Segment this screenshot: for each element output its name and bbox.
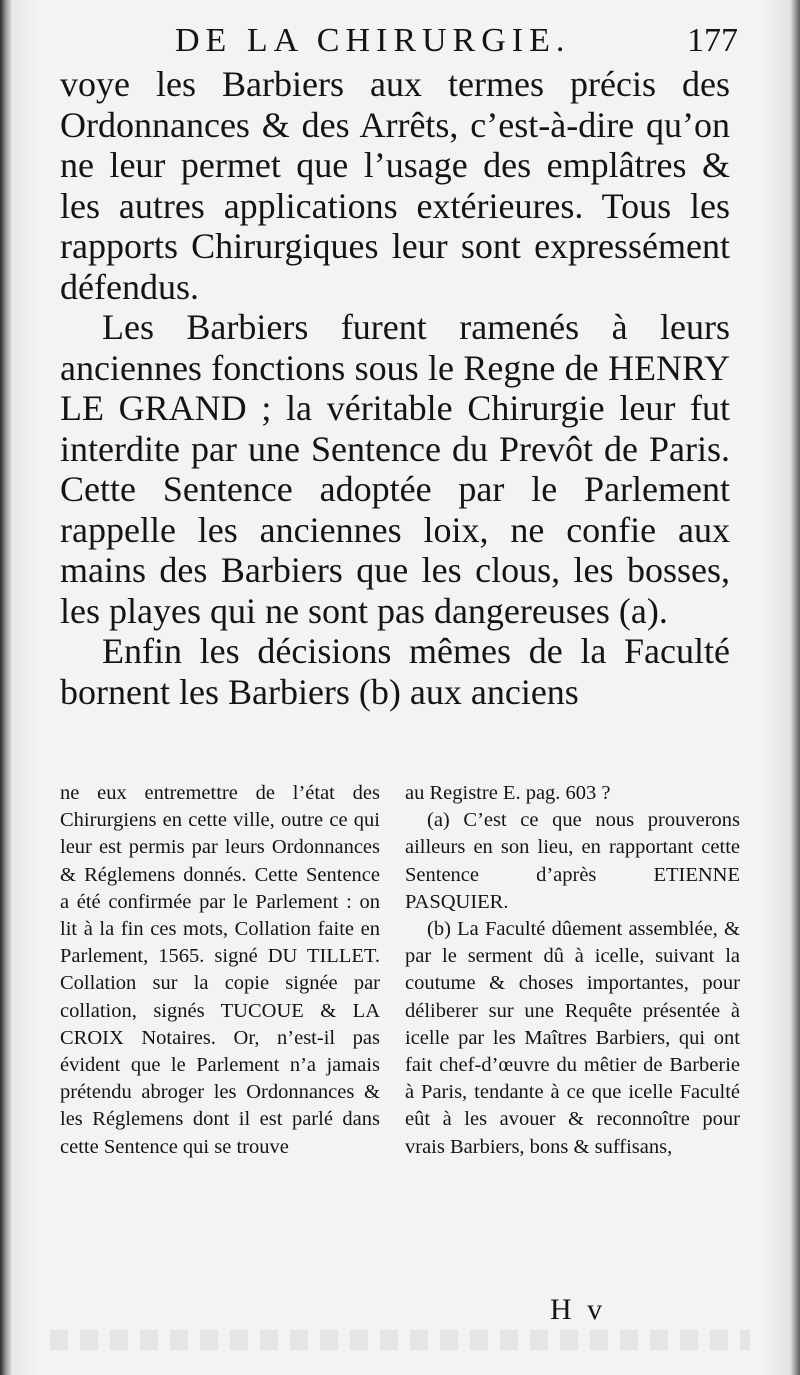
footnote-b: (b) La Faculté dûement assemblée, & par le serment dû à icelle, suivant la coutume & choses importantes, pour déliberer sur une Requête présentée à icelle par les Maîtres Barbiers, qui ont fait chef-d’œuvre du mêtier de Barberie à Paris, tendante à ce que icelle Faculté eût à les avouer & reconnoître pour vrais Barbiers, bons & suffisans, (405, 918, 740, 1158)
page-header (60, 22, 740, 66)
paragraph-1: voye les Barbiers aux termes précis des Ordonnances & des Arrêts, c’est-à-dire qu’on ne leur permet que l’usage des emplâtres & les autres applications extérieures. Tous les rapports Chirurgiques leur sont expressément défendus. (60, 64, 730, 307)
paragraph-3: Enfin les décisions mêmes de la Faculté bornent les Barbiers (b) aux anciens (60, 631, 730, 712)
page-number: 177 (687, 22, 738, 59)
footnote-a: (a) C’est ce que nous prouverons ailleurs en son lieu, en rapportant cette Sentence d’après ETIENNE PASQUIER. (405, 809, 740, 913)
footnote-column-right (405, 780, 740, 1161)
paragraph-2: Les Barbiers furent ramenés à leurs anciennes fonctions sous le Regne de HENRY LE GRAND ; la véritable Chirurgie leur fut interdite par une Sentence du Prevôt de Paris. Cette Sentence adoptée par le Parlement rappelle les anciennes loix, ne confie aux mains des Barbiers que les clous, les bosses, les playes qui ne sont pas dangereuses (a). (60, 307, 730, 631)
bleed-through-text (50, 1330, 750, 1350)
footnote-right-line-1: au Registre E. pag. 603 ? (405, 782, 611, 804)
page-right-edge (790, 0, 800, 1375)
main-text-block (60, 64, 730, 712)
footnotes (60, 780, 740, 1300)
signature-mark: H v (550, 1293, 607, 1326)
page-left-edge (0, 0, 12, 1375)
footnote-column-left (60, 780, 380, 1161)
running-title: DE LA CHIRURGIE. (175, 22, 571, 59)
footnote-left-text: ne eux entremettre de l’état des Chirurgiens en cette ville, outre ce qui leur est permis par leurs Ordonnances & Réglemens donnés. Cette Sentence a été confirmée par le Parlement : on lit à la fin ces mots, Collation faite en Parlement, 1565. signé DU TILLET. Collation sur la copie signée par collation, signés TUCOUE & LA CROIX Notaires. Or, n’est-il pas évident que le Parlement n’a jamais prétendu abroger les Ordonnances & les Réglemens dont il est parlé dans cette Sentence qui se trouve (60, 782, 380, 1158)
